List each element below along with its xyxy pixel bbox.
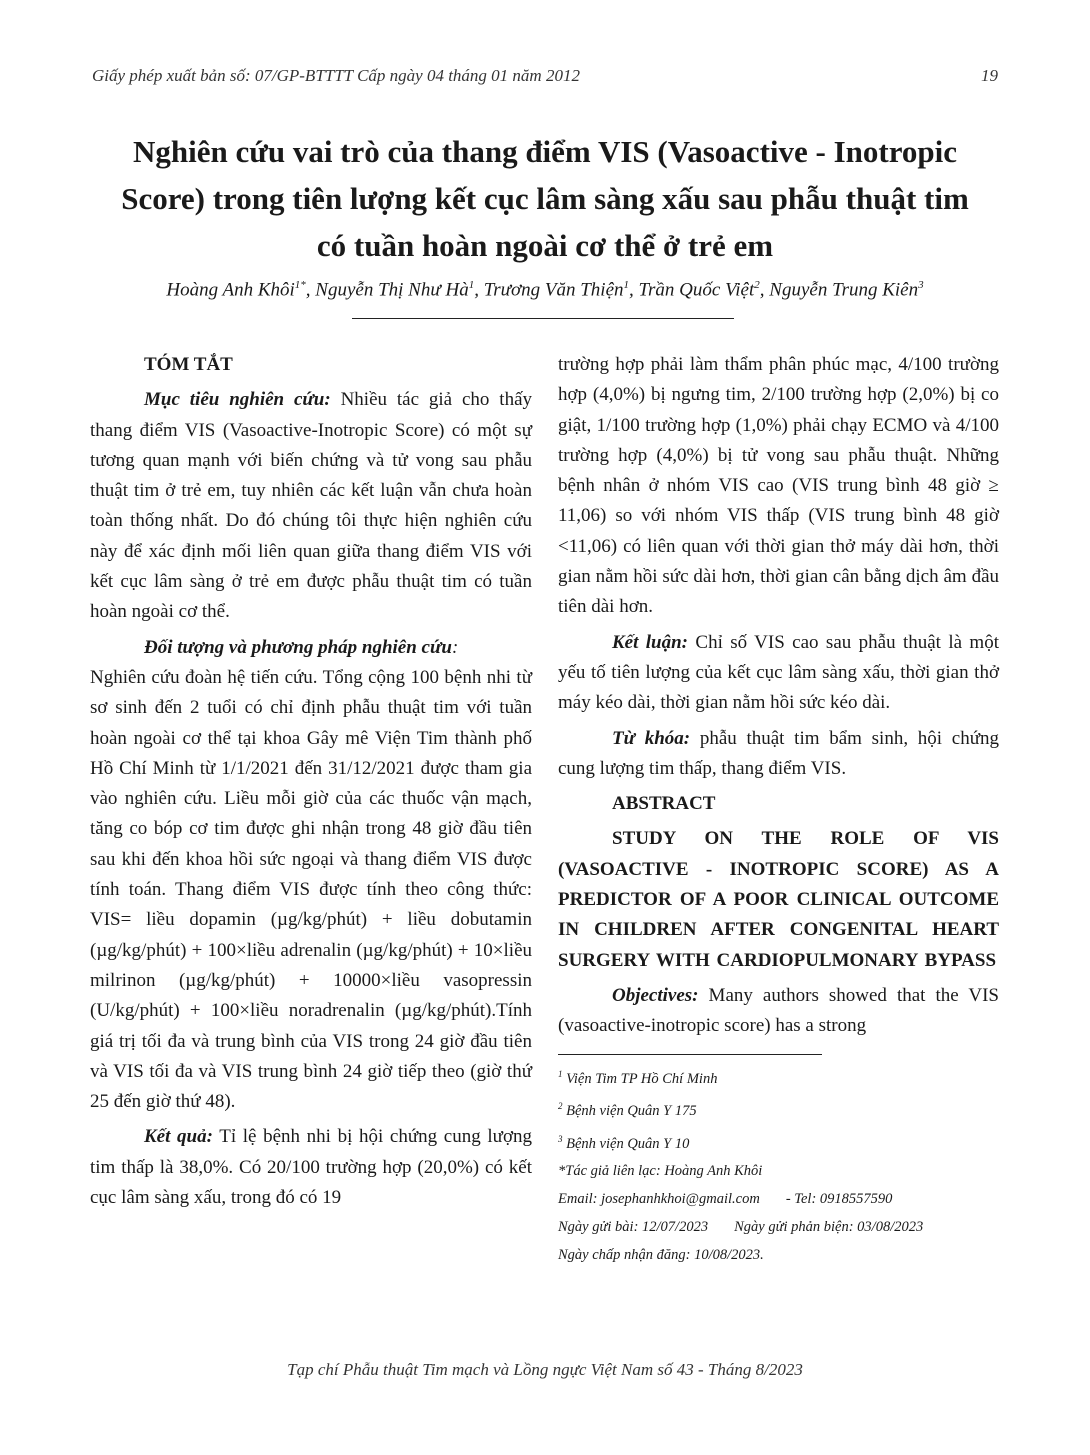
objectives-text: Nhiều tác giả cho thấy thang điểm VIS (Vasoactive-Inotropic Score) có một sự tương quan mạnh với biến chứng và tử vong sau phẫu thuật tim ở trẻ em, tuy nhiên các kết luận vẫn chưa hoàn toàn thống nhất.	[90, 389, 533, 532]
telephone: - Tel: 0918557590	[785, 1191, 893, 1208]
title-line-3: có tuần hoàn ngoài cơ thể ở trẻ em	[316, 228, 774, 263]
author-name: Hoàng Anh Khôi	[166, 279, 295, 301]
objectives-paragraph	[90, 385, 532, 627]
keywords-label: Từ khóa:	[612, 727, 691, 749]
methods-label-paragraph	[90, 633, 532, 663]
abstract-objectives-text: Many authors showed that the VIS (vasoactive-inotropic score) has a strong	[558, 984, 999, 1037]
title-divider	[352, 318, 734, 319]
abstract-objectives-label: Objectives:	[612, 984, 699, 1006]
affiliation-3-text: Bệnh viện Quân Y 10	[562, 1135, 690, 1152]
objectives-text-2: Do đó chúng tôi thực hiện nghiên cứu này để xác định mối liên quan giữa thang điểm VIS với kết cục lâm sàng ở trẻ em được phẫu thuật tim có tuần hoàn ngoài cơ thể.	[90, 510, 532, 623]
summary-heading: TÓM TẮT	[144, 354, 233, 375]
conclusion-paragraph	[558, 628, 999, 719]
keywords-paragraph	[558, 724, 999, 785]
author-affiliation-mark: 1	[623, 279, 630, 291]
license-note: Giấy phép xuất bản số: 07/GP-BTTTT Cấp ngày 04 tháng 01 năm 2012	[92, 66, 580, 85]
accepted-date: Ngày chấp nhận đăng: 10/08/2023.	[558, 1246, 764, 1263]
article-title	[60, 128, 1030, 269]
title-line-1: Nghiên cứu vai trò của thang điểm VIS (Vasoactive - Inotropic	[132, 134, 958, 169]
conclusion-text: Chỉ số VIS cao sau phẫu thuật là một yếu tố tiên lượng của kết cục lâm sàng xấu, thời gian thở máy kéo dài, thời gian nằm hồi sức kéo dài.	[558, 631, 999, 714]
author-affiliation-mark: 3	[918, 279, 924, 291]
abstract-title: STUDY ON THE ROLE OF VIS (VASOACTIVE - INOTROPIC SCORE) AS A PREDICTOR OF A POOR CLINICAL OUTCOME IN CHILDREN AFTER CONGENITAL HEART SURGERY WITH CARDIOPULMONARY BYPASS	[558, 828, 999, 971]
results-text-left: Tỉ lệ bệnh nhi bị hội chứng cung lượng tim thấp là 38,0%. Có 20/100 trường hợp (20,0%) có kết cục lâm sàng xấu, trong đó có 19	[90, 1126, 532, 1209]
author-affiliation-mark: 2	[754, 279, 760, 291]
keywords-text: phẫu thuật tim bẩm sinh, hội chứng cung lượng tim thấp, thang điểm VIS.	[558, 727, 1000, 779]
contact-line	[558, 1188, 999, 1211]
email: Email: josephanhkhoi@gmail.com	[558, 1191, 760, 1208]
dates-line	[558, 1216, 999, 1239]
title-line-2: Score) trong tiên lượng kết cục lâm sàng xấu sau phẫu thuật tim	[121, 181, 969, 216]
objectives-label: Mục tiêu nghiên cứu:	[144, 389, 331, 411]
page-number: 19	[981, 66, 998, 85]
results-label: Kết quả:	[144, 1126, 213, 1148]
running-head	[92, 66, 998, 86]
methods-paragraph: Nghiên cứu đoàn hệ tiến cứu. Tổng cộng 100 bệnh nhi từ sơ sinh đến 2 tuổi có chỉ định phẫu thuật tim với tuần hoàn ngoài cơ thể tại khoa Gây mê Viện Tim thành phố Hồ Chí Minh từ 1/1/2021 đến 31/12/2021 được tham gia vào nghiên cứu. Liều mỗi giờ của các thuốc vận mạch, tăng co bóp cơ tim được ghi nhận trong 48 giờ đầu tiên sau khi đến khoa hồi sức ngoại và thang điểm VIS được tính toán. Thang điểm VIS được tính theo công thức: VIS= liều dopamin (µg/kg/phút) + liều dobutamin (µg/kg/phút) + 100×liều adrenalin (µg/kg/phút) + 10×liều milrinon (µg/kg/phút) + 10000×liều vasopressin (U/kg/phút) + 100×liều noradrenalin (µg/kg/phút).Tính giá trị tối đa và trung bình của VIS trong 24 giờ đầu tiên và VIS tối đa và VIS trung bình 24 giờ tiếp theo (giờ thứ 25 đến giờ thứ 48).	[90, 666, 532, 1113]
abstract-objectives-paragraph	[558, 981, 999, 1042]
author-affiliation-mark: 1*	[294, 279, 306, 291]
results-continued: trường hợp phải làm thẩm phân phúc mạc, 4/100 trường hợp (4,0%) bị ngưng tim, 2/100 trường hợp (2,0%) bị co giật, 1/100 trường hợp (1,0%) phải chạy ECMO và 4/100 trường hợp (4,0%) bị tử vong sau phẫu thuật. Những bệnh nhân ở nhóm VIS cao (VIS trung bình 48 giờ ≥ 11,06) so với nhóm VIS thấp (VIS trung bình 48 giờ <11,06) có liên quan với thời gian thở máy dài hơn, thời gian nằm hồi sức dài hơn, thời gian cân bằng dịch âm đầu tiên dài hơn.	[558, 354, 999, 618]
conclusion-label: Kết luận:	[612, 631, 689, 653]
footnote-mark: 2	[558, 1101, 563, 1112]
right-column	[558, 350, 999, 1272]
author-name: Trương Văn Thiện	[483, 279, 624, 301]
journal-footer: Tạp chí Phẫu thuật Tim mạch và Lồng ngực Việt Nam số 43 - Tháng 8/2023	[287, 1360, 803, 1379]
affiliation-2-text: Bệnh viện Quân Y 175	[562, 1102, 697, 1119]
affiliation-2	[558, 1095, 999, 1123]
footnote-mark: 3	[558, 1133, 563, 1144]
abstract-heading: ABSTRACT	[612, 793, 716, 815]
affiliation-3	[558, 1128, 999, 1156]
submitted-date: Ngày gửi bài: 12/07/2023	[558, 1219, 709, 1235]
methods-label: Đối tượng và phương pháp nghiên cứu	[144, 636, 452, 658]
review-date: Ngày gửi phản biện: 03/08/2023	[734, 1219, 924, 1235]
author-list: Hoàng Anh Khôi$^{1*}$, Nguyễn Thị Như $Hà^1$, Trương Văn Thiện$^1$, Trần Quốc Việt$^2$, Nguyễn Trung Kiên$^3$	[166, 279, 924, 301]
affiliation-1-text: Viện Tim TP Hồ Chí Minh	[562, 1070, 718, 1087]
left-column	[90, 350, 532, 1218]
corresponding-author: *Tác giả liên lạc: Hoàng Anh Khôi	[558, 1163, 763, 1180]
author-name: Nguyễn Trung Kiên	[769, 279, 919, 301]
results-paragraph	[90, 1122, 532, 1213]
author-name: Nguyễn Thị Như Hà	[315, 279, 469, 301]
author-affiliation-mark: 1	[468, 279, 475, 291]
footnote-divider	[558, 1054, 822, 1055]
affiliation-1	[558, 1063, 999, 1091]
author-name: Trần Quốc Việt	[638, 279, 755, 301]
methods-colon: :	[451, 636, 459, 658]
footnote-mark: 1	[558, 1068, 563, 1079]
